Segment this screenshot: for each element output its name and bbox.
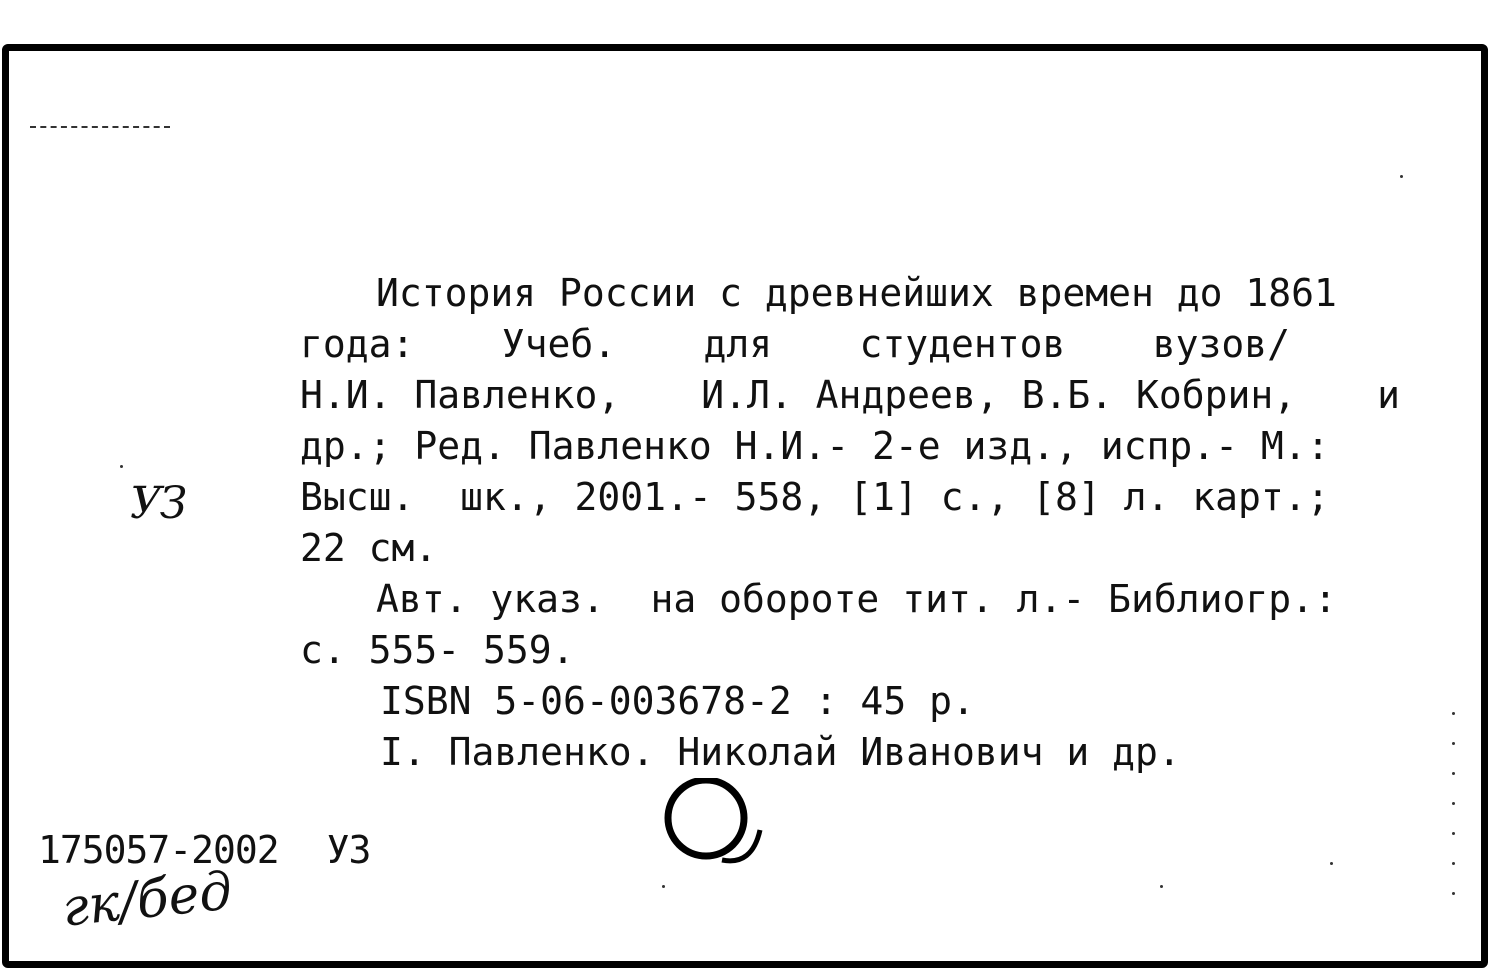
scan-speck [1330, 862, 1333, 865]
scan-speck [1452, 742, 1455, 745]
scan-speck [1452, 772, 1455, 775]
note-line-1: Авт. указ. на обороте тит. л.- Библиогр.: [376, 577, 1337, 621]
scan-speck [120, 465, 123, 468]
divider [30, 126, 170, 128]
record-word: И.Л. Андреев, В.Б. Кобрин, [701, 373, 1297, 417]
circle-stamp-icon [662, 778, 772, 878]
inventory-class: УЗ [326, 828, 371, 872]
scan-speck [662, 885, 665, 888]
handwritten-note: гк/бед [59, 861, 235, 939]
record-line-6: 22 см. [300, 526, 438, 570]
record-word: года: [300, 322, 415, 366]
record-word: и [1377, 373, 1400, 417]
scan-speck [1452, 712, 1455, 715]
handwritten-class-mark: УЗ [130, 478, 186, 529]
scan-speck [1452, 802, 1455, 805]
scan-speck [1452, 862, 1455, 865]
scan-speck [1452, 832, 1455, 835]
record-word: Н.И. Павленко, [300, 373, 621, 417]
note-line-2: с. 555- 559. [300, 628, 575, 672]
record-word: для [703, 322, 773, 366]
record-line-3 [300, 370, 1400, 421]
isbn-line: ISBN 5-06-003678-2 : 45 р. [380, 679, 975, 723]
scan-speck [1400, 175, 1403, 178]
record-line-5: Высш. шк., 2001.- 558, [1] с., [8] л. карт.; [300, 475, 1330, 519]
scan-speck [1452, 892, 1455, 895]
record-line-2 [300, 319, 1290, 370]
inventory-number-value: 175057-2002 [38, 828, 279, 872]
record-word: Учеб. [501, 322, 617, 366]
scan-speck [1160, 885, 1163, 888]
record-line-4: др.; Ред. Павленко Н.И.- 2-е изд., испр.- М.: [300, 424, 1330, 468]
record-line-1: История России с древнейших времен до 1861 [376, 271, 1337, 315]
record-word: вузов/ [1152, 322, 1290, 366]
bibliographic-record [300, 268, 1400, 778]
added-entry-line: I. Павленко. Николай Иванович и др. [380, 730, 1181, 774]
record-word: студентов [859, 322, 1066, 366]
